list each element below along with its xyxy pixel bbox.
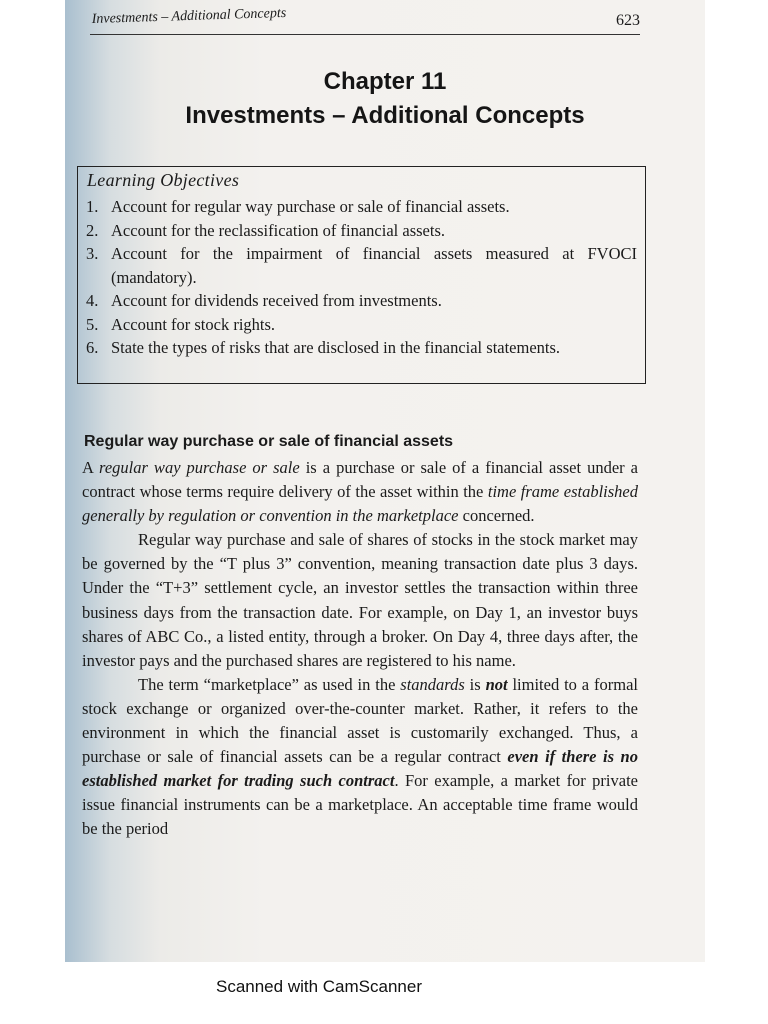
objective-number: 5. — [86, 314, 99, 334]
chapter-number: Chapter 11 — [323, 68, 447, 95]
text-run: is — [464, 674, 486, 694]
text-run: limited to a formal stock exchange or organized over-the-counter market. Rather, it refers to the environment in which the financial asset is customarily exchanged. Thus, a purchase or sale of financial assets can be a regular contract — [82, 674, 638, 767]
text-run: concerned. — [458, 506, 535, 526]
paragraph-t-plus-3: Regular way purchase and sale of shares of stocks in the stock market may be governed by the “T plus 3” convention, meaning transaction date plus 3 days. Under the “T+3” settlement cycle, an investor settles the transaction within three business days from the transaction date. For example, on Day 1, an investor buys shares of ABC Co., a listed entity, through a broker. On Day 4, three days after, the investor pays and the purchased shares are registered to his name. — [82, 530, 638, 670]
objective-number: 1. — [86, 197, 99, 216]
running-title: Investments – Additional Concepts — [91, 5, 287, 28]
learning-objectives-heading: Learning Objectives — [87, 170, 240, 190]
objective-text: Account for regular way purchase or sale of financial assets. — [111, 197, 510, 216]
paragraph-marketplace — [82, 673, 638, 842]
objective-number: 3. — [86, 244, 99, 263]
emphasis-standards: standards — [400, 674, 465, 694]
objectives-list — [78, 195, 647, 360]
chapter-title: Investments – Additional Concepts — [185, 102, 585, 129]
text-run: The term “marketplace” as used in the — [138, 674, 401, 694]
objective-item — [78, 195, 647, 219]
objective-number: 4. — [86, 291, 99, 310]
scanner-caption: Scanned with CamScanner — [215, 977, 422, 996]
objective-item — [78, 336, 647, 360]
running-header — [90, 5, 640, 35]
text-run: . For example, a market for private issue financial instruments can be a marketplace. An acceptable time frame would be the period — [82, 771, 638, 839]
objective-text: Account for the impairment of financial assets measured at FVOCI (mandatory). — [111, 244, 637, 287]
paragraph-definition — [82, 456, 638, 528]
page-number: 623 — [616, 12, 640, 29]
objective-item — [78, 313, 647, 337]
emphasis-phrase: time frame established generally by regulation or convention in the marketplace — [82, 482, 638, 526]
objective-text: Account for the reclassification of financial assets. — [111, 220, 445, 240]
emphasis-not: not — [485, 674, 508, 694]
text-run: is a purchase or sale of a financial asset under a contract whose terms require delivery of the asset within the — [82, 458, 638, 502]
objective-text: Account for dividends received from investments. — [111, 291, 442, 310]
objective-item — [78, 289, 647, 313]
objective-number: 6. — [86, 338, 99, 357]
section-heading: Regular way purchase or sale of financial assets — [84, 433, 454, 450]
emphasis-term: regular way purchase or sale — [99, 458, 300, 477]
objective-item — [78, 219, 647, 243]
emphasis-no-market: even if there is no established market for trading such contract — [82, 747, 638, 791]
objective-item — [78, 242, 647, 289]
objective-text: State the types of risks that are disclosed in the financial statements. — [111, 338, 561, 357]
page-content — [65, 0, 705, 962]
scanned-page — [65, 0, 705, 962]
learning-objectives-box — [77, 166, 646, 384]
objective-text: Account for stock rights. — [111, 314, 276, 334]
section-body — [82, 456, 638, 842]
text-run: A — [82, 458, 100, 477]
objective-number: 2. — [86, 220, 99, 240]
